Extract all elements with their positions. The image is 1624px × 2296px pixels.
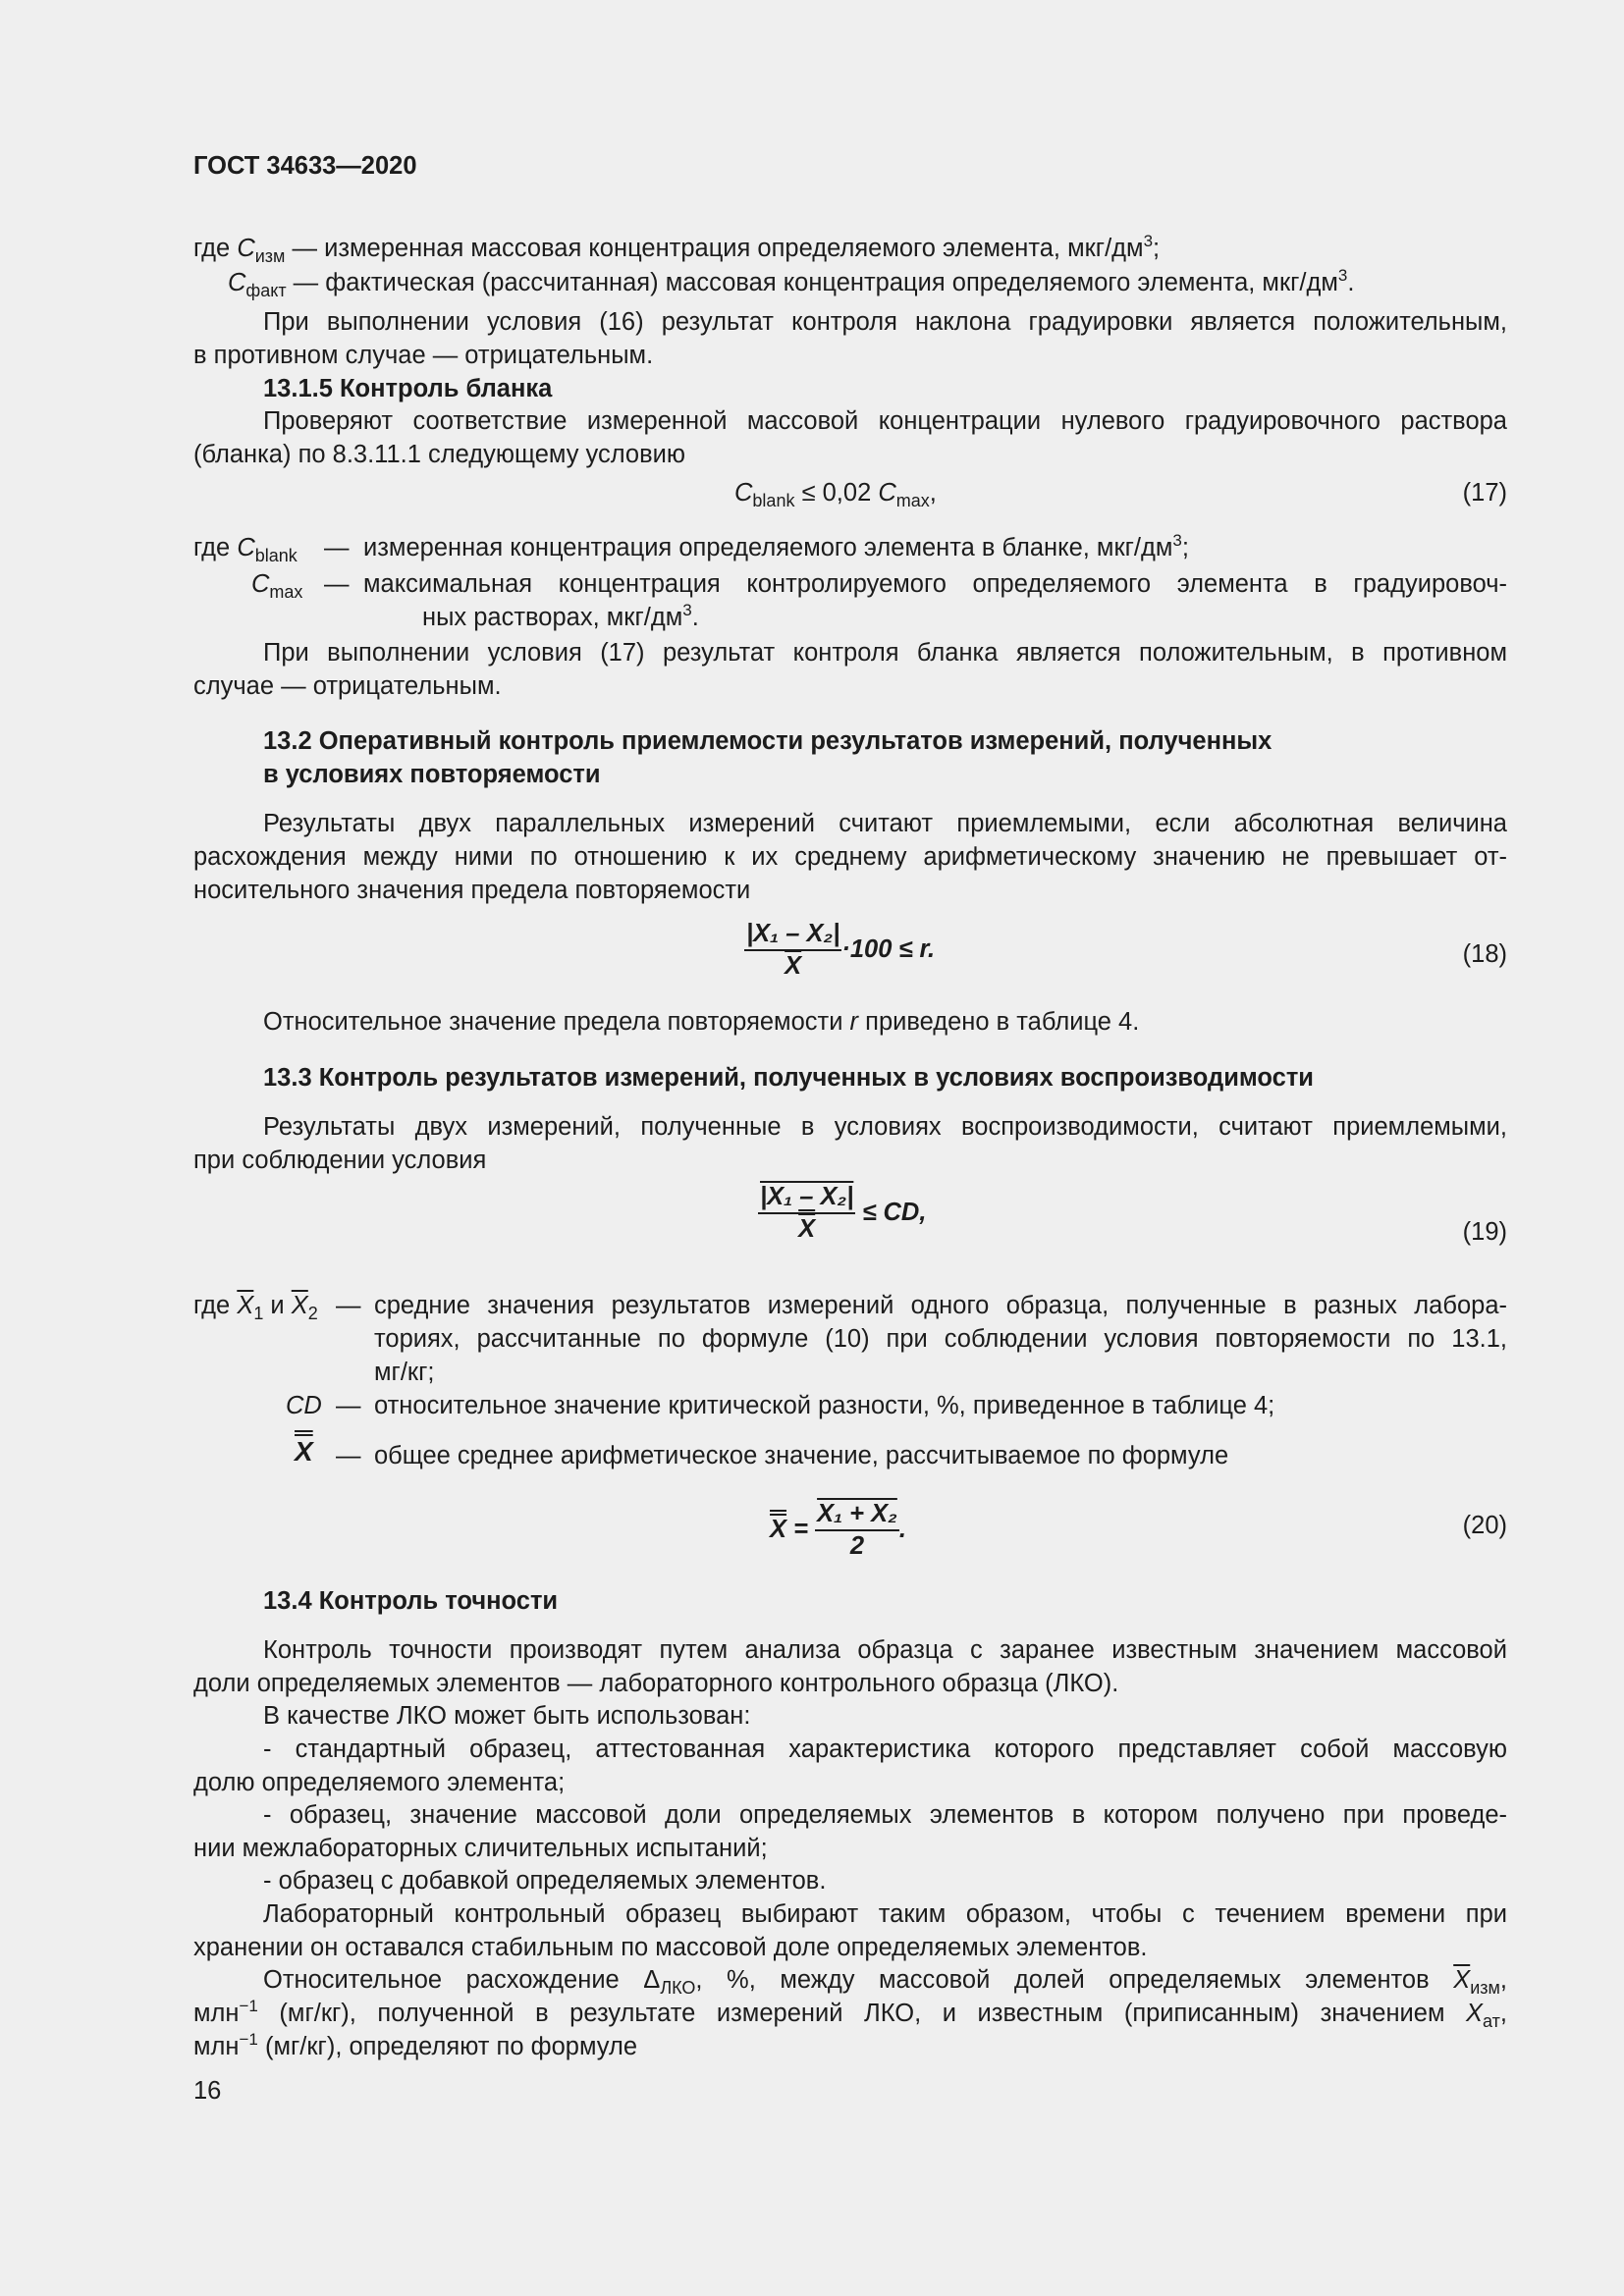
paragraph-lab-sample-l2: хранении он оставался стабильным по массовой доле определяемых элементов. xyxy=(193,1934,1148,1961)
where-c-max-desc-l1: максимальная концентрация контролируемого определяемого элемента в градуировоч- xyxy=(363,570,1507,598)
heading-13-2-l1: 13.2 Оперативный контроль приемлемости результатов измерений, полученных xyxy=(263,727,1272,755)
formula-19: $\frac{\text{|X₁ – X₂|}}{X}$ ≤ CD, xyxy=(760,1183,927,1243)
paragraph-repeatability-limit: Относительное значение предела повторяемости r приведено в таблице 4. xyxy=(263,1008,1140,1036)
where-c-max-symbol: $C_{max}$ xyxy=(251,570,303,602)
paragraph-13-4-l1: Контроль точности производят путем анализа образца с заранее известным значением массовой xyxy=(263,1636,1507,1664)
where-cd-symbol: CD xyxy=(286,1392,322,1419)
list-item-2-l1: - образец, значение массовой доли определяемых элементов в котором получено при проведе- xyxy=(263,1801,1507,1829)
formula-20-fraction: $\frac{\text{X₁ + X₂}}{2}$ xyxy=(817,1500,897,1560)
equation-number-19: (19) xyxy=(1462,1218,1507,1246)
formula-17: $C_{blank} \le 0,02$ $C_{max}$, xyxy=(734,479,937,510)
page-number: 16 xyxy=(193,2077,222,2105)
where-cd-desc: относительное значение критической разности, %, приведенное в таблице 4; xyxy=(374,1392,1275,1419)
paragraph-13-2-l2: расхождения между ними по отношению к их среднему арифметическому значению не превышает от- xyxy=(193,843,1507,871)
paragraph-cond17-l1: При выполнении условия (17) результат контроля бланка является положительным, в противном xyxy=(263,639,1507,667)
dash: — xyxy=(336,1292,361,1319)
document-header: ГОСТ 34633—2020 xyxy=(193,152,417,180)
where-c-fakt: $C_{факт}$ — фактическая (рассчитанная) массовая концентрация определяемого элемента, мкг/$дм^3$. xyxy=(228,266,1355,300)
where-c-blank-symbol: где $C_{blank}$ xyxy=(193,534,298,565)
paragraph-13-3-l2: при соблюдении условия xyxy=(193,1147,487,1174)
equation-number-20: (20) xyxy=(1462,1512,1507,1539)
heading-13-3: 13.3 Контроль результатов измерений, полученных в условиях воспроизводимости xyxy=(263,1064,1314,1092)
dash: — xyxy=(324,570,350,598)
dash: — xyxy=(324,534,350,561)
paragraph-relative-diff-l1: Относительное расхождение $\Delta_{ЛКО}$, %, между массовой долей определяемых элементов $\overline{X}_{изм}$, xyxy=(263,1966,1507,1998)
paragraph-relative-diff-l3: млн$^{-1}$ (мг/кг), определяют по формуле xyxy=(193,2030,638,2060)
list-item-3: - образец с добавкой определяемых элементов. xyxy=(263,1867,827,1895)
where-grand-mean-symbol: X xyxy=(295,1436,313,1467)
paragraph-cond16-l1: При выполнении условия (16) результат контроля наклона градуировки является положительным, xyxy=(263,308,1507,336)
paragraph-cond17-l2: случае — отрицательным. xyxy=(193,672,502,700)
paragraph-13-2-l3: носительного значения предела повторяемости xyxy=(193,877,751,904)
where-c-izm: где $C_{изм}$ — измеренная массовая концентрация определяемого элемента, мкг/$дм^3$; xyxy=(193,232,1161,266)
equation-number-17: (17) xyxy=(1462,479,1507,507)
heading-13-1-5: 13.1.5 Контроль бланка xyxy=(263,375,553,402)
paragraph-cond16-l2: в противном случае — отрицательным. xyxy=(193,342,654,369)
paragraph-blank-l2: (бланка) по 8.3.11.1 следующему условию xyxy=(193,441,686,468)
formula-20: X = $\frac{\text{X₁ + X₂}}{2}$ . xyxy=(770,1500,906,1560)
where-x1-x2-desc-l1: средние значения результатов измерений одного образца, полученные в разных лабора- xyxy=(374,1292,1507,1319)
dash: — xyxy=(336,1392,361,1419)
paragraph-13-4-l2: доли определяемых элементов — лабораторного контрольного образца (ЛКО). xyxy=(193,1670,1119,1697)
where-grand-mean-desc: общее среднее арифметическое значение, рассчитываемое по формуле xyxy=(374,1442,1229,1469)
formula-18: $\frac{\text{|X₁ – X₂|}}{X}$ ·100 ≤ r. xyxy=(746,920,936,980)
paragraph-blank-l1: Проверяют соответствие измеренной массовой концентрации нулевого градуировочного раствора xyxy=(263,407,1507,435)
paragraph-relative-diff-l2: млн$^{-1}$ (мг/кг), полученной в результате измерений ЛКО, и известным (приписанным) значением $X_{ат}$, xyxy=(193,1997,1507,2031)
paragraph-lab-sample-l1: Лабораторный контрольный образец выбирают таким образом, чтобы с течением времени при xyxy=(263,1900,1507,1928)
paragraph-13-2-l1: Результаты двух параллельных измерений считают приемлемыми, если абсолютная величина xyxy=(263,810,1507,837)
where-c-max-desc-l2: ных растворах, мкг/$дм^3$. xyxy=(422,601,699,631)
where-x1-x2-desc-l2: ториях, рассчитанные по формуле (10) при соблюдении условия повторяемости по 13.1, xyxy=(374,1325,1507,1353)
paragraph-lko: В качестве ЛКО может быть использован: xyxy=(263,1702,751,1730)
heading-13-4: 13.4 Контроль точности xyxy=(263,1587,559,1615)
list-item-1-l2: долю определяемого элемента; xyxy=(193,1769,566,1796)
list-item-2-l2: нии межлабораторных сличительных испытаний; xyxy=(193,1835,768,1862)
where-x1-x2-symbols: где $\overline{X}_1$ и $\overline{X}_2$ xyxy=(193,1292,318,1323)
dash: — xyxy=(336,1442,361,1469)
where-x1-x2-desc-l3: мг/кг; xyxy=(374,1359,435,1386)
formula-19-fraction: $\frac{\text{|X₁ – X₂|}}{X}$ xyxy=(760,1183,854,1243)
where-c-blank-desc: измеренная концентрация определяемого элемента в бланке, мкг/$дм^3$; xyxy=(363,531,1189,561)
heading-13-2-l2: в условиях повторяемости xyxy=(263,761,601,788)
formula-18-fraction: $\frac{\text{|X₁ – X₂|}}{X}$ xyxy=(746,920,840,980)
list-item-1-l1: - стандартный образец, аттестованная характеристика которого представляет собой массовую xyxy=(263,1735,1507,1763)
equation-number-18: (18) xyxy=(1462,940,1507,968)
paragraph-13-3-l1: Результаты двух измерений, полученные в условиях воспроизводимости, считают приемлемыми, xyxy=(263,1113,1507,1141)
